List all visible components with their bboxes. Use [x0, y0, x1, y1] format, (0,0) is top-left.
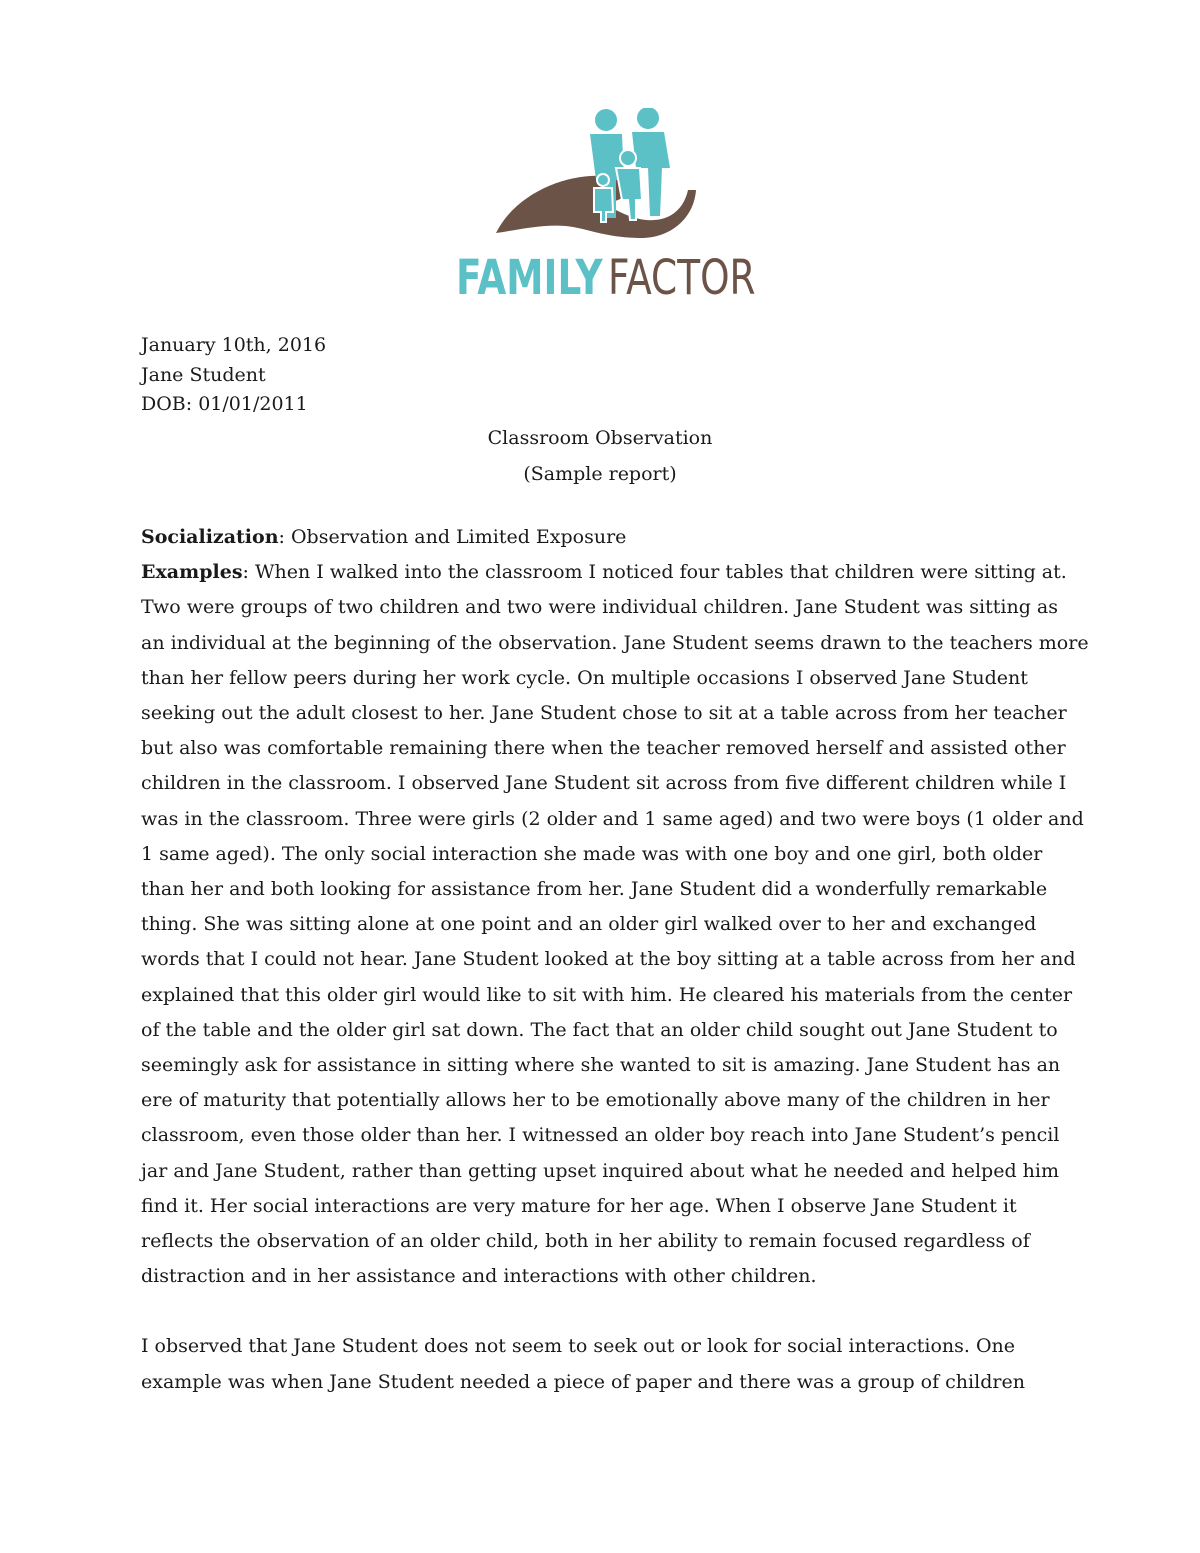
paragraph-line: seeking out the adult closest to her. Jane Student chose to sit at a table across from her teacher: [141, 702, 1067, 725]
section-label-rest: : Observation and Limited Exposure: [278, 526, 627, 548]
paragraph-line: than her and both looking for assistance from her. Jane Student did a wonderfully remarkable: [141, 878, 1048, 901]
report-header: [141, 331, 326, 420]
student-name: Jane Student: [141, 363, 266, 386]
paragraph-line: words that I could not hear. Jane Student looked at the boy sitting at a table across from her and: [141, 948, 1076, 971]
paragraph-line: of the table and the older girl sat down. The fact that an older child sought out Jane Student to: [141, 1018, 1058, 1041]
paragraph-line: reflects the observation of an older child, both in her ability to remain focused regardless of: [141, 1230, 1030, 1253]
report-body: [141, 520, 1089, 1400]
section-heading: [141, 520, 1061, 555]
student-dob: DOB: 01/01/2011: [141, 393, 308, 415]
report-title: Classroom Observation: [487, 427, 713, 449]
brand-wordmark: [456, 250, 756, 306]
paragraph-gap: [141, 1294, 1061, 1329]
paragraph-line: 1 same aged). The only social interaction she made was with one boy and one girl, both older: [141, 842, 1043, 865]
paragraph-line-text: : When I walked into the classroom I noticed four tables that children were sitting at.: [242, 561, 1067, 584]
report-subtitle: (Sample report): [523, 463, 677, 485]
brand-word-factor: FACTOR: [607, 250, 756, 306]
paragraph-line: seemingly ask for assistance in sitting where she wanted to sit is amazing. Jane Student has an: [141, 1054, 1061, 1077]
paragraph-line: I observed that Jane Student does not seem to seek out or look for social interactions. One: [141, 1335, 1016, 1358]
brand-word-family: FAMILY: [456, 250, 603, 306]
paragraph-line: children in the classroom. I observed Jane Student sit across from five different children while I: [141, 772, 1067, 795]
paragraph-line: ere of maturity that potentially allows her to be emotionally above many of the children in her: [141, 1089, 1050, 1112]
paragraph-line: distraction and in her assistance and interactions with other children.: [141, 1265, 817, 1288]
second-paragraph: [141, 1329, 1061, 1399]
family-in-hand-icon: [456, 108, 746, 253]
paragraph-line: but also was comfortable remaining there when the teacher removed herself and assisted other: [141, 737, 1066, 760]
section-label: Socialization: [141, 526, 279, 548]
paragraph-line: thing. She was sitting alone at one point and an older girl walked over to her and exchanged: [141, 913, 1037, 936]
paragraph-line: find it. Her social interactions are very mature for her age. When I observe Jane Student it: [141, 1194, 1017, 1217]
paragraph-line: classroom, even those older than her. I witnessed an older boy reach into Jane Student’s pencil: [141, 1124, 1060, 1147]
paragraph-line: than her fellow peers during her work cycle. On multiple occasions I observed Jane Student: [141, 666, 1028, 689]
paragraph-line: an individual at the beginning of the observation. Jane Student seems drawn to the teachers more: [141, 631, 1089, 654]
paragraph-line: Two were groups of two children and two were individual children. Jane Student was sitting as: [141, 596, 1058, 619]
paragraph-line: [141, 555, 1067, 590]
paragraph-line: was in the classroom. Three were girls (2 older and 1 same aged) and two were boys (1 older and: [141, 807, 1084, 830]
report-title-block: [300, 420, 900, 492]
paragraph-line: jar and Jane Student, rather than getting upset inquired about what he needed and helped him: [141, 1159, 1059, 1182]
report-date: January 10th, 2016: [141, 334, 327, 356]
examples-label: Examples: [141, 561, 243, 584]
examples-paragraph: [141, 555, 1089, 1294]
paragraph-line: explained that this older girl would like to sit with him. He cleared his materials from the center: [141, 983, 1073, 1006]
paragraph-line: example was when Jane Student needed a piece of paper and there was a group of children: [141, 1370, 1025, 1393]
